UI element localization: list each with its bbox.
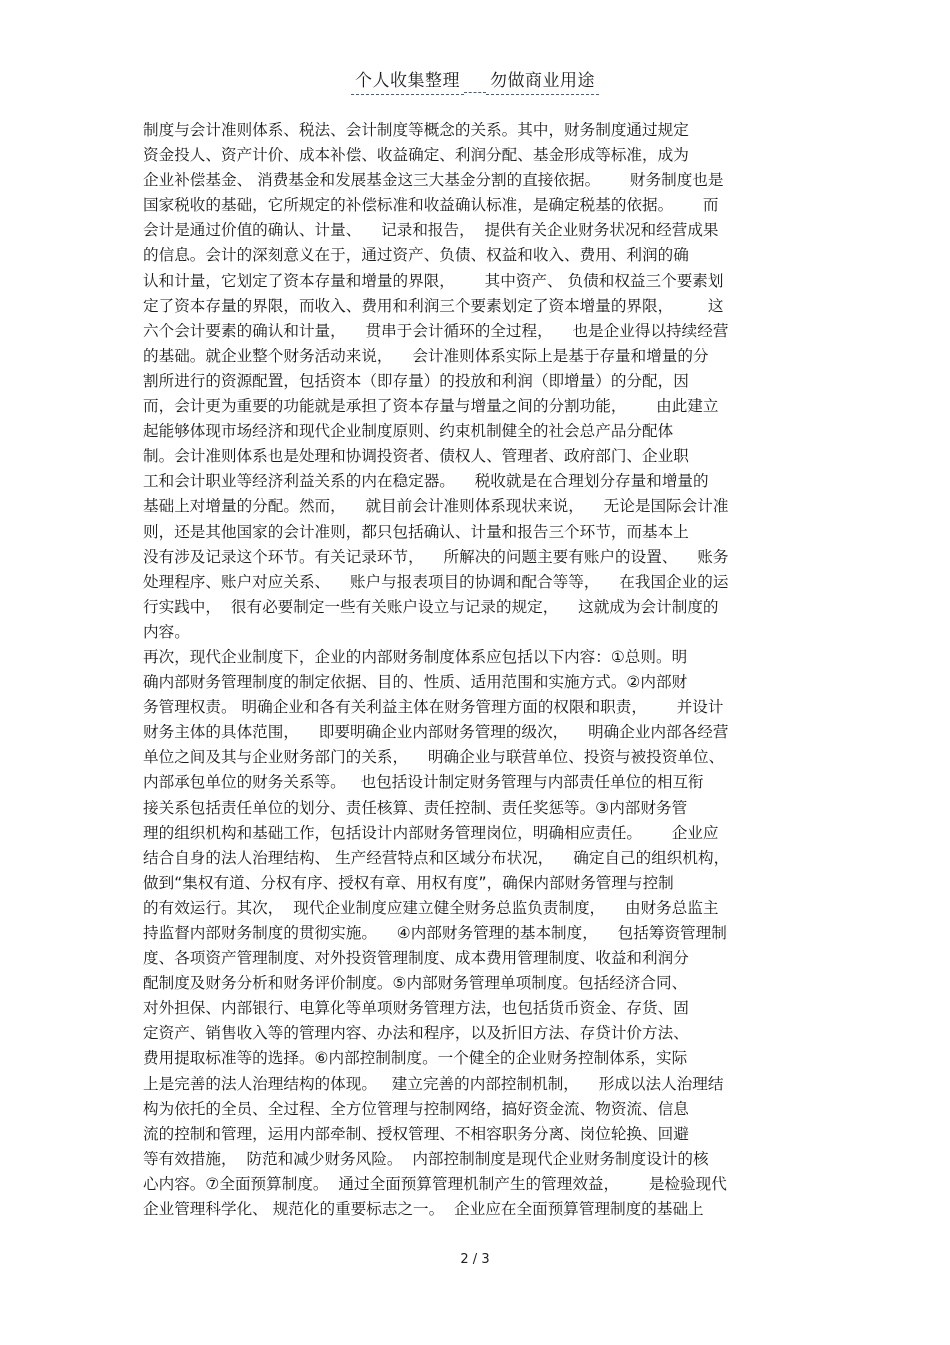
text-line: 没有涉及记录这个环节。有关记录环节， 所解决的问题主要有账户的设置、 账务 [143, 547, 729, 566]
text-line: 构为依托的全员、全过程、全方位管理与控制网络，搞好资金流、物资流、信息 [143, 1099, 689, 1118]
text-line: 则，还是其他国家的会计准则，都只包括确认、计量和报告三个环节，而基本上 [143, 522, 689, 541]
text-line: 内容。 [143, 622, 190, 641]
text-line: 企业补偿基金、 消费基金和发展基金这三大基金分割的直接依据。 财务制度也是 [143, 171, 724, 190]
text-line: 国家税收的基础，它所规定的补偿标准和收益确认标准，是确定税基的依据。 而 [143, 196, 719, 215]
text-line: 等有效措施， 防范和减少财务风险。 内部控制制度是现代企业财务制度设计的核 [143, 1149, 709, 1168]
text-line: 制度与会计准则体系、税法、会计制度等概念的关系。其中，财务制度通过规定 [143, 121, 689, 139]
text-line: 对外担保、内部银行、电算化等单项财务管理方法，也包括货币资金、存货、固 [143, 999, 689, 1018]
text-line: 起能够体现市场经济和现代企业制度原则、约束机制健全的社会总产品分配体 [143, 422, 674, 441]
document-body [143, 118, 823, 1222]
page-header [0, 70, 950, 95]
text-line: 度、各项资产管理制度、对外投资管理制度、成本费用管理制度、收益和利润分 [143, 949, 689, 968]
text-line: 费用提取标准等的选择。⑥内部控制制度。一个健全的企业财务控制体系，实际 [143, 1049, 688, 1068]
text-line: 心内容。⑦全面预算制度。 通过全面预算管理机制产生的管理效益， 是检验现代 [143, 1174, 727, 1193]
text-line: 财务主体的具体范围， 即要明确企业内部财务管理的级次， 明确企业内部各经营 [143, 723, 729, 742]
text-line: 流的控制和管理，运用内部牵制、授权管理、不相容职务分离、岗位轮换、回避 [143, 1124, 689, 1143]
text-line: 务管理权责。 明确企业和各有关利益主体在财务管理方面的权限和职责， 并设计 [143, 698, 724, 717]
text-line: 上是完善的法人治理结构的体现。 建立完善的内部控制机制， 形成以法人治理结 [143, 1074, 724, 1093]
text-line: 的有效运行。其次， 现代企业制度应建立健全财务总监负责制度， 由财务总监主 [143, 898, 719, 917]
text-line: 配制度及财务分析和财务评价制度。⑤内部财务管理单项制度。包括经济合同、 [143, 974, 688, 993]
text-line: 基础上对增量的分配。然而， 就目前会计准则体系现状来说， 无论是国际会计准 [143, 497, 729, 516]
text-line: 处理程序、账户对应关系、 账户与报表项目的协调和配合等等， 在我国企业的运 [143, 572, 729, 591]
text-line: 而，会计更为重要的功能就是承担了资本存量与增量之间的分割功能， 由此建立 [143, 397, 719, 416]
text-line: 定资产、销售收入等的管理内容、办法和程序，以及折旧方法、存贷计价方法、 [143, 1024, 689, 1043]
text-line: 工和会计职业等经济利益关系的内在稳定器。 税收就是在合理划分存量和增量的 [143, 472, 709, 491]
text-line: 接关系包括责任单位的划分、责任核算、责任控制、责任奖惩等。③内部财务管 [143, 798, 688, 817]
text-line: 制。会计准则体系也是处理和协调投资者、债权人、管理者、政府部门、企业职 [143, 447, 689, 466]
text-line: 割所进行的资源配置，包括资本（即存量）的投放和利润（即增量）的分配，因 [143, 371, 689, 390]
text-line: 单位之间及其与企业财务部门的关系， 明确企业与联营单位、投资与被投资单位、 [143, 748, 725, 767]
text-line: 的信息。会计的深刻意义在于，通过资产、负债、权益和收入、费用、利润的确 [143, 246, 689, 265]
text-line: 确内部财务管理制度的制定依据、目的、性质、适用范围和实施方式。②内部财 [143, 673, 688, 692]
text-line: 资金投人、资产计价、成本补偿、收益确定、利润分配、基金形成等标准，成为 [143, 146, 689, 165]
text-line: 内部承包单位的财务关系等。 也包括设计制定财务管理与内部责任单位的相互衔 [143, 773, 704, 792]
text-line: 认和计量，它划定了资本存量和增量的界限， 其中资产、 负债和权益三个要素划 [143, 271, 724, 290]
text-line: 再次，现代企业制度下，企业的内部财务制度体系应包括以下内容：①总则。明 [143, 647, 688, 666]
page-number: 2 / 3 [460, 1252, 490, 1267]
header-separator [464, 70, 486, 93]
text-line: 的基础。就企业整个财务活动来说， 会计准则体系实际上是基于存量和增量的分 [143, 346, 709, 365]
text-line: 结合自身的法人治理结构、 生产经营特点和区域分布状况， 确定自己的组织机构， [143, 848, 730, 867]
header-left-text: 个人收集整理 [351, 70, 464, 95]
text-line: 六个会计要素的确认和计量， 贯串于会计循环的全过程， 也是企业得以持续经营 [143, 321, 729, 340]
text-line: 持监督内部财务制度的贯彻实施。 ④内部财务管理的基本制度， 包括筹资管理制 [143, 924, 727, 942]
text-line: 定了资本存量的界限，而收入、费用和利润三个要素划定了资本增量的界限， 这 [143, 296, 724, 315]
header-right-text: 勿做商业用途 [486, 70, 599, 95]
text-line: 行实践中， 很有必要制定一些有关账户设立与记录的规定， 这就成为会计制度的 [143, 597, 719, 616]
text-line: 会计是通过价值的确认、计量、 记录和报告， 提供有关企业财务状况和经营成果 [143, 221, 719, 240]
text-line: 做到“集权有道、分权有序、授权有章、用权有度”，确保内部财务管理与控制 [143, 873, 674, 892]
text-line: 理的组织机构和基础工作，包括设计内部财务管理岗位，明确相应责任。 企业应 [143, 823, 719, 842]
text-line: 企业管理科学化、 规范化的重要标志之一。 企业应在全面预算管理制度的基础上 [143, 1200, 704, 1219]
